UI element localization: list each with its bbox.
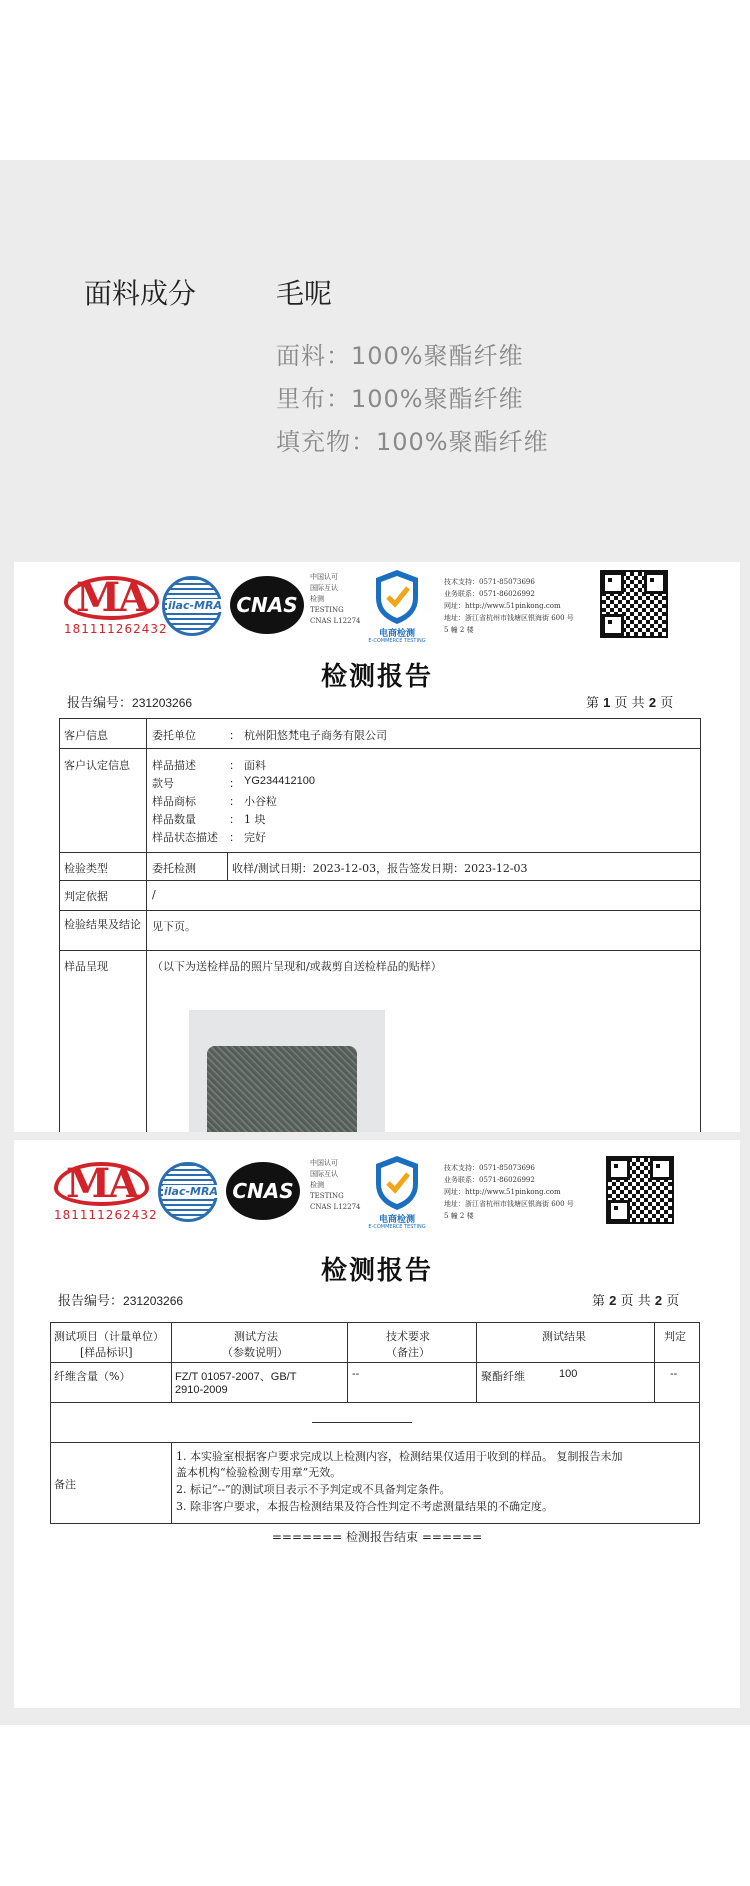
- cnas-logo: CNAS: [230, 576, 304, 634]
- basis-label: 判定依据: [64, 890, 108, 903]
- sample-show-note: （以下为送检样品的照片呈现和/或裁剪自送检样品的贴样）: [152, 960, 442, 973]
- fabric-line-outer: 面料：100%聚酯纤维: [276, 342, 524, 370]
- basis-value: /: [152, 888, 156, 901]
- qr-code[interactable]: [606, 1156, 674, 1224]
- col-test-item: 测试项目（计量单位）: [54, 1330, 164, 1343]
- fabric-sample-photo: [189, 1010, 385, 1132]
- report-number: 报告编号：231203266: [67, 696, 193, 711]
- note-1: 1. 本实验室根据客户要求完成以上检测内容，检测结果仅适用于收到的样品。 复制报告未加: [176, 1450, 623, 1463]
- result-value: 见下页。: [152, 920, 196, 933]
- report-title: 检测报告: [320, 662, 433, 692]
- row-verdict: --: [670, 1368, 678, 1380]
- sample-key-1: 款号: [152, 777, 174, 790]
- row-requirement: --: [352, 1368, 360, 1380]
- badge-subtitle: E-COMMERCE TESTING: [368, 638, 426, 644]
- col-method: 测试方法: [234, 1330, 278, 1343]
- contact-info: 技术支持：0571-85073696 业务联系：0571-86026992 网址：http://www.51pinkong.com 地址：浙江省杭州市钱塘区银海街 600 号 5 幢 2 楼: [444, 1164, 574, 1220]
- ecommerce-shield-icon: [372, 1154, 422, 1212]
- row-method-1: FZ/T 01057-2007、GB/T: [175, 1371, 297, 1383]
- report-number: 报告编号：231203266: [58, 1294, 184, 1309]
- sample-key-2: 样品商标: [152, 795, 196, 808]
- sample-key-3: 样品数量: [152, 813, 196, 826]
- col-remark: （备注）: [386, 1346, 430, 1359]
- cnas-text: 中国认可 国际互认 检测 TESTING CNAS L12274: [310, 573, 361, 625]
- sample-val-1: YG234412100: [244, 775, 315, 787]
- sample-show-label: 样品呈现: [64, 960, 108, 973]
- badge-subtitle: E-COMMERCE TESTING: [368, 1224, 426, 1230]
- row-item: 纤维含量（%）: [54, 1370, 131, 1383]
- cnas-text: 中国认可 国际互认 检测 TESTING CNAS L12274: [310, 1159, 361, 1211]
- client-key: 委托单位: [152, 729, 196, 742]
- inspection-dates: 收样/测试日期：2023-12-03，报告签发日期：2023-12-03: [232, 862, 528, 875]
- inspection-type-label: 检验类型: [64, 862, 108, 875]
- qr-code[interactable]: [600, 570, 668, 638]
- sample-val-3: 1 块: [244, 813, 266, 826]
- identify-label: 客户认定信息: [64, 759, 130, 772]
- report-page-2: [14, 1140, 740, 1708]
- report-title: 检测报告: [320, 1256, 433, 1286]
- report-end-marker: ======= 检测报告结束 ======: [271, 1530, 483, 1544]
- badge-title: 电商检测: [378, 1215, 415, 1225]
- contact-info: 技术支持：0571-85073696 业务联系：0571-86026992 网址：http://www.51pinkong.com 地址：浙江省杭州市钱塘区银海街 600 号 5 幢 2 楼: [444, 578, 574, 634]
- col-sample-id: [样品标识]: [80, 1346, 133, 1359]
- note-3: 3. 除非客户要求，本报告检测结果及符合性判定不考虑测量结果的不确定度。: [176, 1500, 553, 1513]
- ilac-mra-logo: ilac-MRA: [162, 576, 222, 636]
- page-indicator: 第 2 页 共 2 页: [592, 1293, 680, 1309]
- cma-logo: MA 181111262432: [54, 1160, 158, 1222]
- col-method-note: （参数说明）: [222, 1346, 288, 1359]
- client-value: 杭州阳悠梵电子商务有限公司: [244, 729, 387, 742]
- row-result-value: 100: [559, 1368, 578, 1380]
- sample-val-0: 面料: [244, 759, 266, 772]
- badge-title: 电商检测: [378, 629, 415, 639]
- fabric-line-lining: 里布：100%聚酯纤维: [276, 385, 524, 413]
- report-header: [14, 1140, 740, 1260]
- note-2: 2. 标记“--”的测试项目表示不予判定或不具备判定条件。: [176, 1483, 451, 1496]
- row-method-2: 2910-2009: [175, 1384, 228, 1396]
- col-result: 测试结果: [542, 1330, 586, 1343]
- note-1-cont: 盖本机构“检验检测专用章”无效。: [176, 1466, 342, 1479]
- fabric-line-filling: 填充物：100%聚酯纤维: [276, 428, 549, 456]
- cnas-logo: CNAS: [226, 1162, 300, 1220]
- ecommerce-shield-icon: [372, 568, 422, 626]
- page-indicator: 第 1 页 共 2 页: [586, 695, 674, 711]
- row-result-name: 聚酯纤维: [481, 1370, 525, 1383]
- report-page-1: MA 181111262432 ilac-MRA CNAS 中国认可 国际互认 检测 TESTING CNAS L12274 电商检测 E-COMMERCE TESTING 技术支持：0571-85073696 业务联系：0571-86026992 网址：http://www.51pinkong.com 地址：浙江省杭州市钱塘区银海街 600 号 5 幢 2 楼 检测报告 报告编号：231203266 第 1 页 共 2 页 客户信息 委托单位 ： 杭州阳悠梵电子商务有限公司 客户认定信息 样品描述 款号 样品商标 样品数量 样品状态描述 ： ： ： ： ： 面料 YG234412100 小谷粒 1 块 完好 检验类型 委托检测 收样/测试日期：2023-12-03，报告签发日期：2023-12-03 判定依据 / 检验结果及结论 见下页。 样品呈现 （以下为送检样品的照片呈现和/或裁剪自送检样品的贴样）: [14, 562, 740, 1132]
- sample-key-4: 样品状态描述: [152, 831, 218, 844]
- notes-label: 备注: [54, 1478, 76, 1491]
- fabric-value: 毛呢: [276, 277, 333, 310]
- cma-logo: MA 181111262432: [64, 574, 168, 636]
- col-requirement: 技术要求: [386, 1330, 430, 1343]
- result-label: 检验结果及结论: [64, 918, 141, 931]
- ilac-mra-logo: ilac-MRA: [158, 1162, 218, 1222]
- sample-val-2: 小谷粒: [244, 795, 277, 808]
- fabric-title: 面料成分: [84, 277, 197, 310]
- inspection-type-value: 委托检测: [152, 862, 196, 875]
- client-info-label: 客户信息: [64, 729, 108, 742]
- sample-val-4: 完好: [244, 831, 266, 844]
- sample-key-0: 样品描述: [152, 759, 196, 772]
- col-verdict: 判定: [664, 1330, 686, 1343]
